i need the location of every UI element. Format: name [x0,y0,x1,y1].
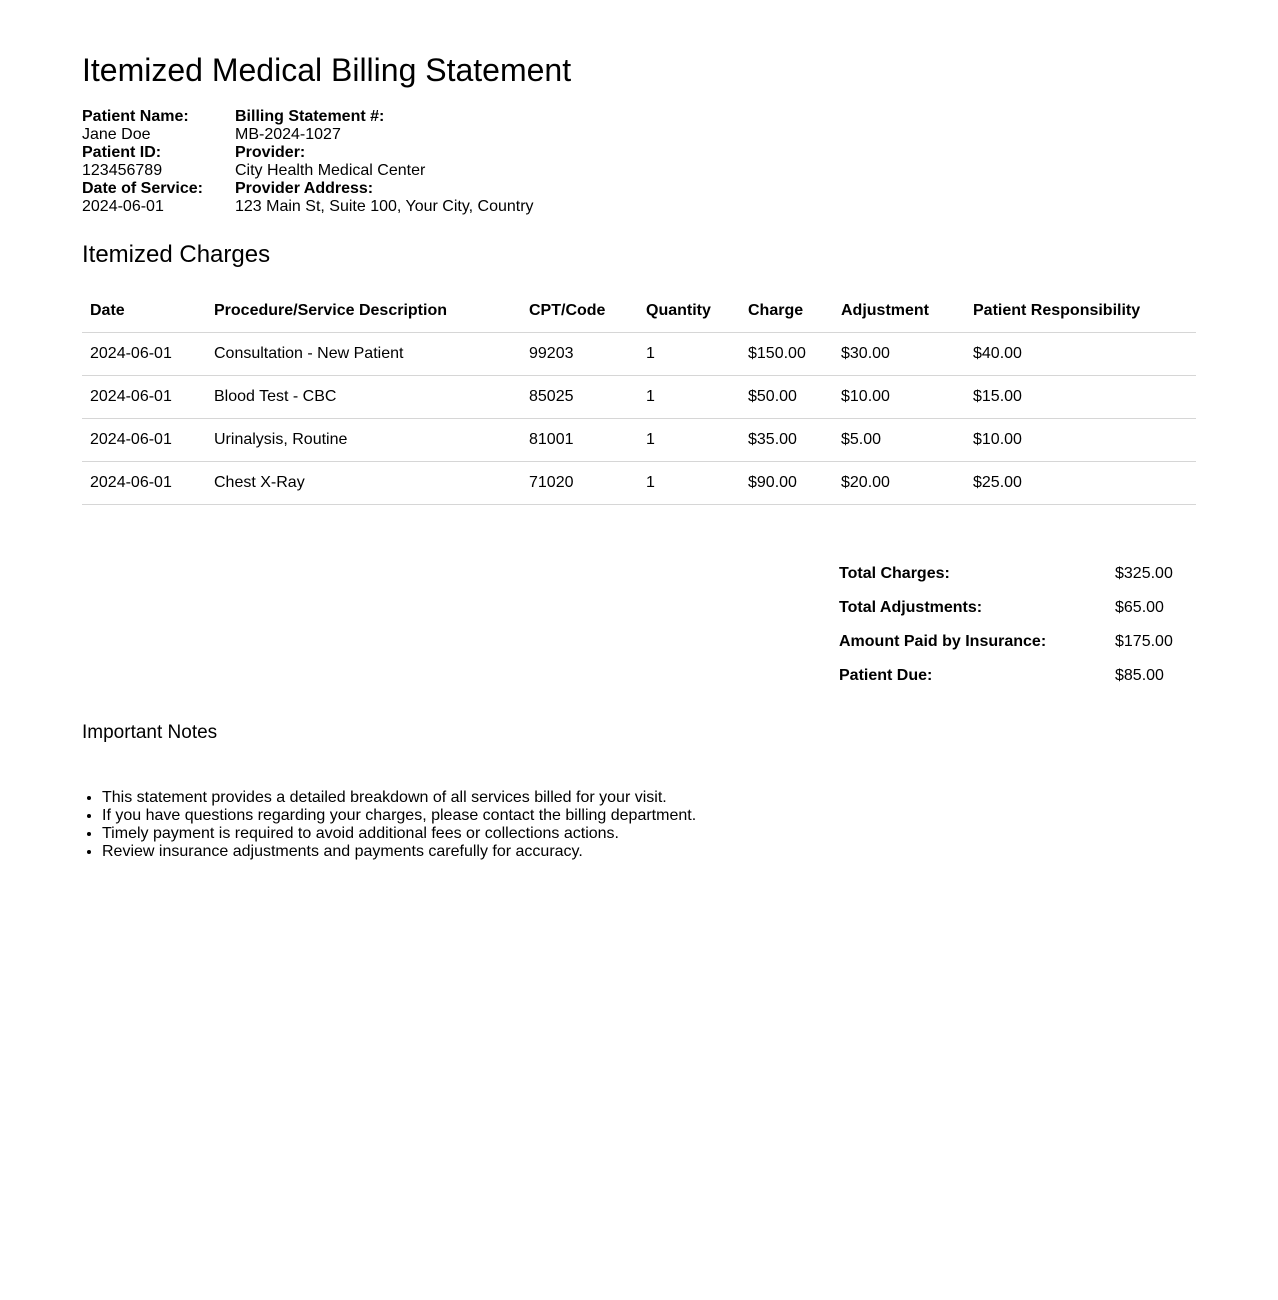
cell-quantity: 1 [638,419,740,462]
list-item: • Timely payment is required to avoid additional fees or collections actions. [102,825,1196,843]
summary-value: $325.00 [1115,565,1173,582]
provider-label: Provider: [235,144,306,161]
patient-info-right-column [235,108,534,216]
cell-cpt-code: 99203 [521,333,638,376]
cell-description: Consultation - New Patient [206,333,521,376]
header-quantity: Quantity [638,290,740,333]
patient-info-block [82,108,1196,216]
patient-info-left-column [82,108,235,216]
cell-quantity: 1 [638,376,740,419]
cell-description: Chest X-Ray [206,462,521,505]
list-item: • Review insurance adjustments and payments carefully for accuracy. [102,843,1196,861]
cell-patient-responsibility: $10.00 [965,419,1196,462]
important-notes-title: Important Notes [82,722,218,743]
summary-label: Total Charges: [839,565,950,582]
patient-id-value: 123456789 [82,162,163,179]
patient-name-value: Jane Doe [82,126,151,143]
header-date: Date [82,290,206,333]
summary-insurance-paid [839,625,1195,659]
cell-charge: $50.00 [740,376,833,419]
provider-address-value: 123 Main St, Suite 100, Your City, Country [235,198,534,215]
table-row [82,333,1196,376]
notes-list [82,789,1196,861]
date-of-service-label: Date of Service: [82,180,203,197]
header-charge: Charge [740,290,833,333]
table-row [82,376,1196,419]
patient-name-label: Patient Name: [82,108,189,125]
cell-description: Urinalysis, Routine [206,419,521,462]
cell-cpt-code: 85025 [521,376,638,419]
summary-value: $175.00 [1115,633,1173,650]
cell-adjustment: $30.00 [833,333,965,376]
charges-table [82,290,1196,505]
cell-charge: $90.00 [740,462,833,505]
cell-date: 2024-06-01 [82,333,206,376]
cell-adjustment: $20.00 [833,462,965,505]
header-description: Procedure/Service Description [206,290,521,333]
cell-charge: $35.00 [740,419,833,462]
page-title: Itemized Medical Billing Statement [82,52,572,88]
itemized-charges-title: Itemized Charges [82,241,271,268]
cell-cpt-code: 71020 [521,462,638,505]
summary-total-adjustments [839,591,1195,625]
billing-summary [839,557,1195,693]
cell-adjustment: $10.00 [833,376,965,419]
summary-value: $65.00 [1115,599,1164,616]
cell-date: 2024-06-01 [82,376,206,419]
table-row [82,462,1196,505]
header-patient-responsibility: Patient Responsibility [965,290,1196,333]
header-adjustment: Adjustment [833,290,965,333]
header-cpt-code: CPT/Code [521,290,638,333]
cell-date: 2024-06-01 [82,462,206,505]
cell-charge: $150.00 [740,333,833,376]
statement-number-value: MB-2024-1027 [235,126,341,143]
cell-quantity: 1 [638,462,740,505]
cell-cpt-code: 81001 [521,419,638,462]
statement-number-label: Billing Statement #: [235,108,385,125]
provider-address-label: Provider Address: [235,180,374,197]
table-row [82,419,1196,462]
summary-patient-due [839,659,1195,693]
cell-patient-responsibility: $25.00 [965,462,1196,505]
list-item: • If you have questions regarding your charges, please contact the billing department. [102,807,1196,825]
summary-label: Patient Due: [839,667,933,684]
summary-total-charges [839,557,1195,591]
cell-patient-responsibility: $40.00 [965,333,1196,376]
patient-id-label: Patient ID: [82,144,162,161]
provider-value: City Health Medical Center [235,162,426,179]
table-header-row [82,290,1196,333]
summary-label: Total Adjustments: [839,599,983,616]
cell-date: 2024-06-01 [82,419,206,462]
summary-value: $85.00 [1115,667,1164,684]
cell-quantity: 1 [638,333,740,376]
cell-patient-responsibility: $15.00 [965,376,1196,419]
summary-label: Amount Paid by Insurance: [839,633,1047,650]
cell-adjustment: $5.00 [833,419,965,462]
date-of-service-value: 2024-06-01 [82,198,164,215]
list-item: • This statement provides a detailed breakdown of all services billed for your visit. [102,789,1196,807]
cell-description: Blood Test - CBC [206,376,521,419]
